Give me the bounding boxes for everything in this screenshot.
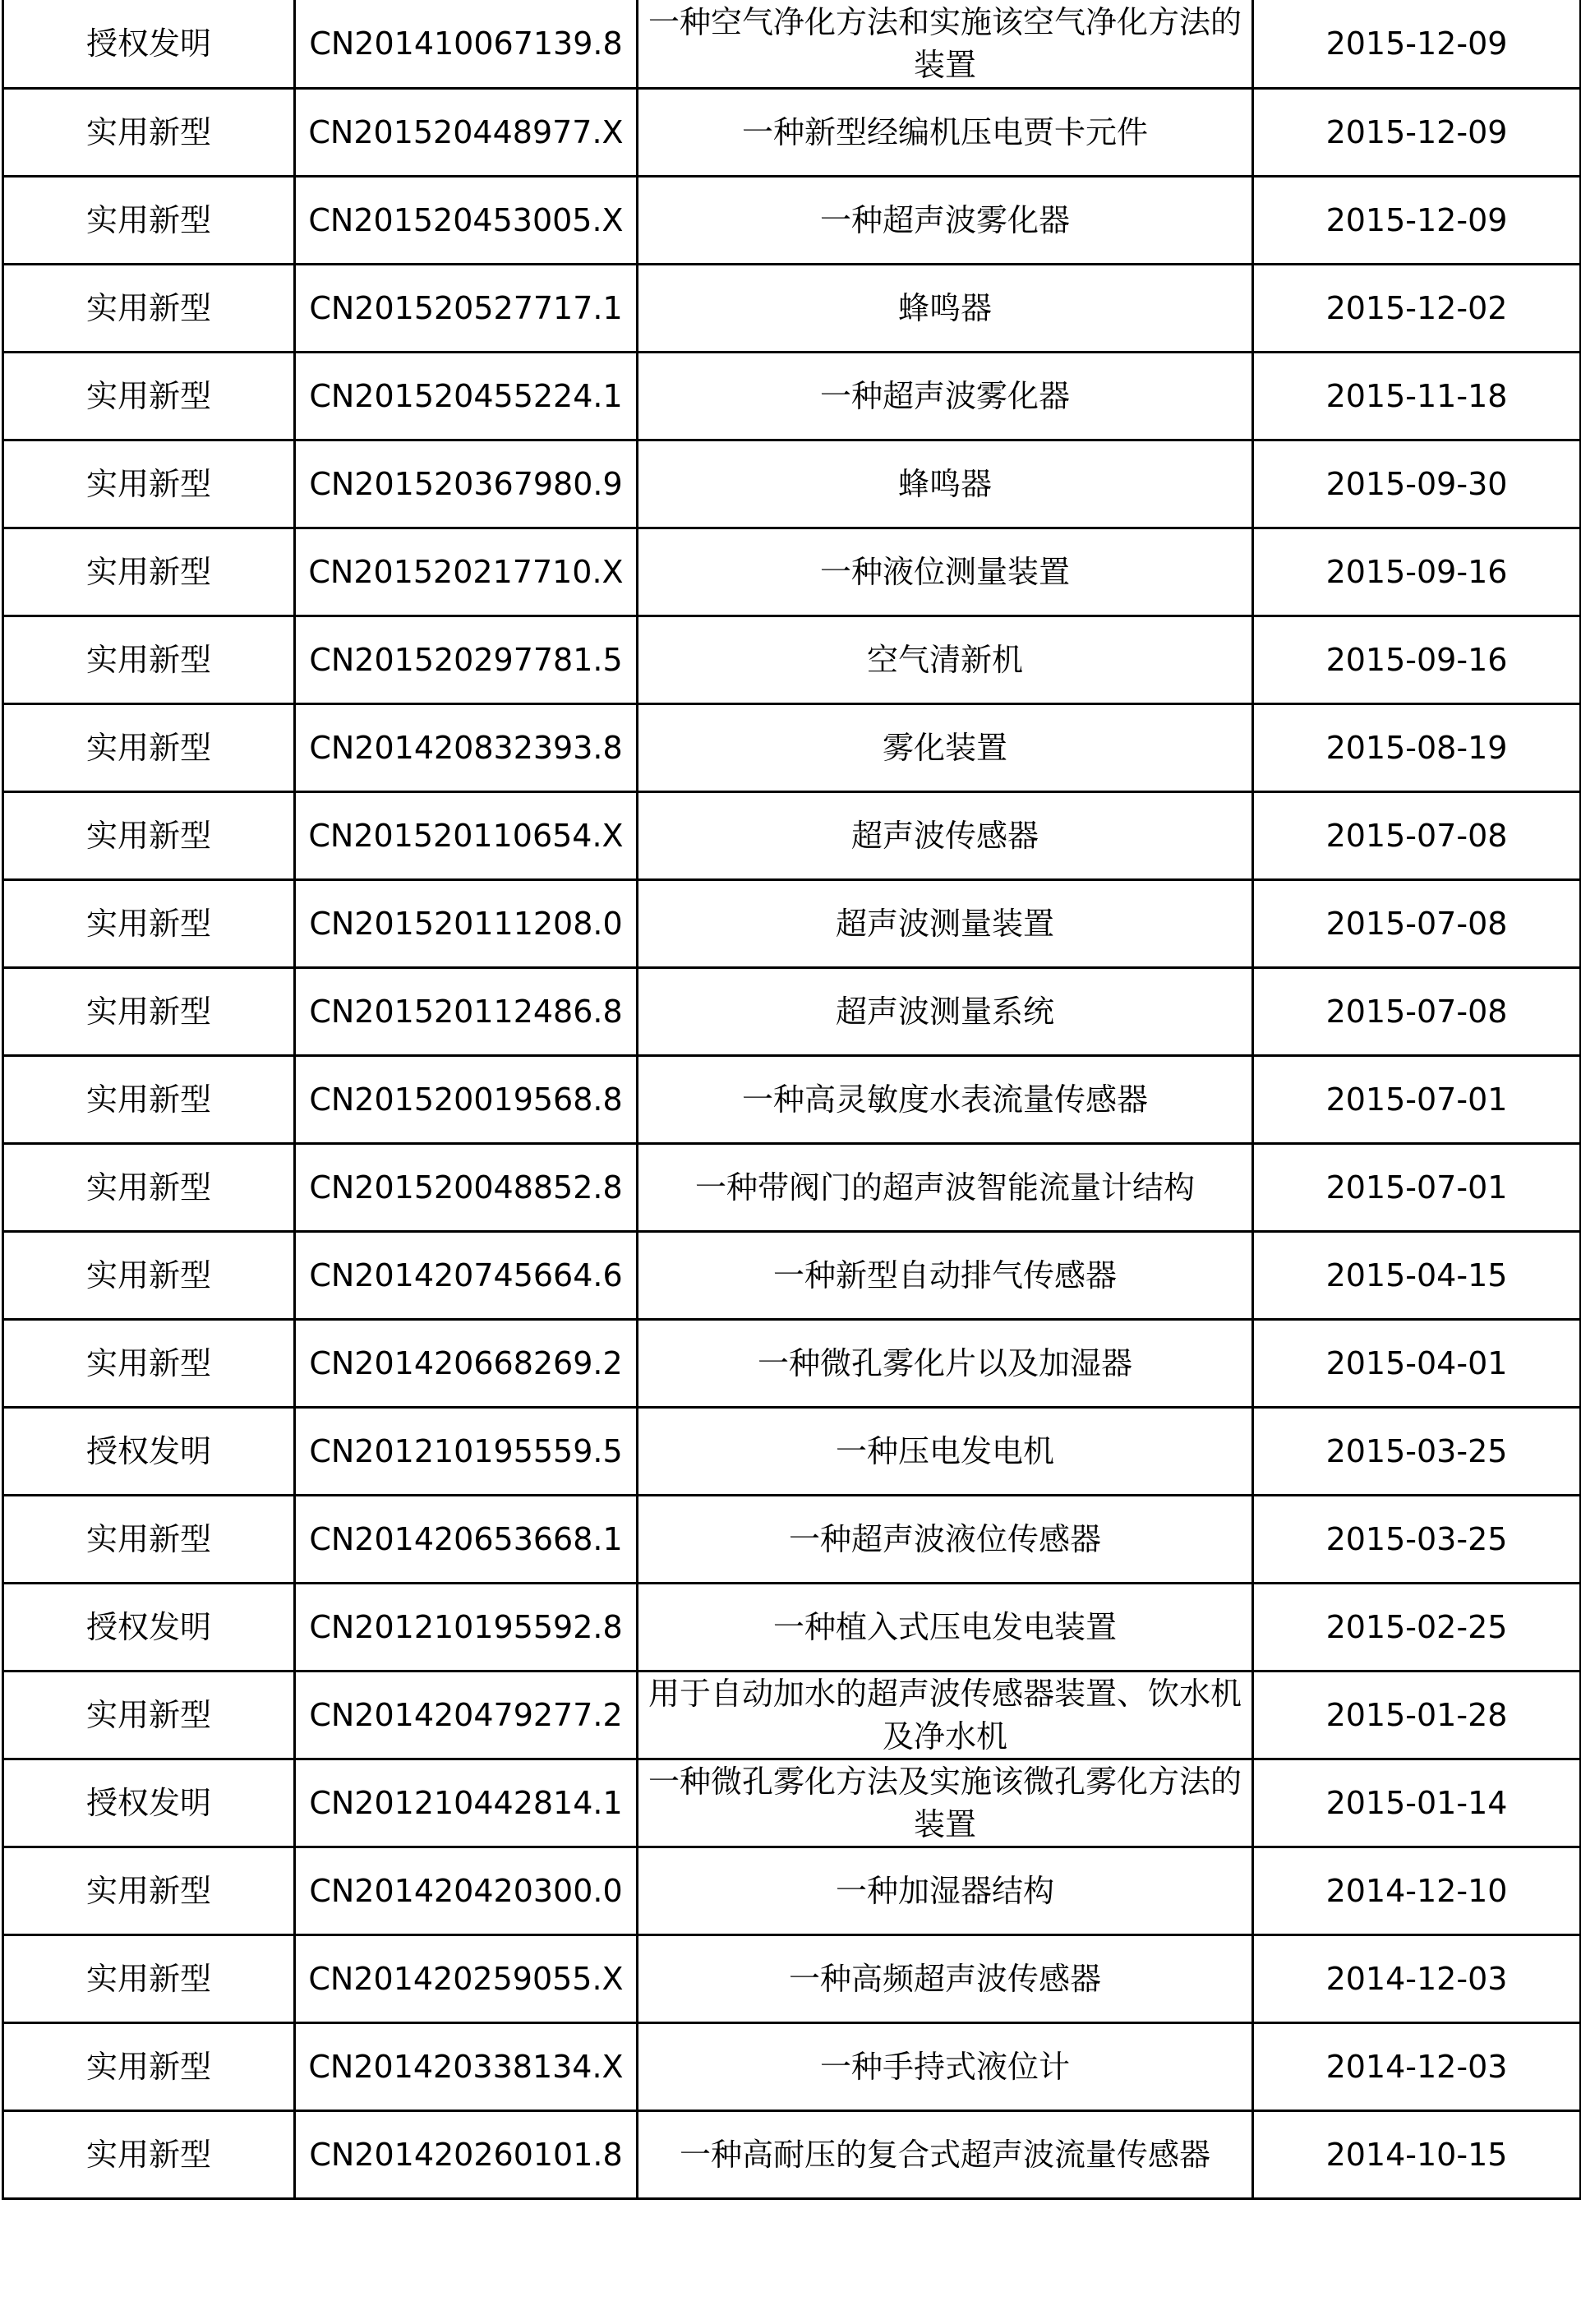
- patent-table-body: [3, 0, 1581, 2198]
- patent-number-cell: CN201420668269.2: [295, 1319, 638, 1407]
- table-row: [3, 1407, 1581, 1495]
- patent-date-cell: 2015-07-01: [1253, 1143, 1581, 1231]
- table-row: [3, 1495, 1581, 1583]
- patent-title-cell: 超声波测量系统: [638, 967, 1253, 1055]
- patent-type-cell: 实用新型: [3, 1231, 295, 1319]
- patent-type-cell: 实用新型: [3, 176, 295, 264]
- patent-type-cell: 实用新型: [3, 879, 295, 967]
- patent-type-cell: 实用新型: [3, 616, 295, 703]
- table-row: [3, 1055, 1581, 1143]
- patent-title-cell: 一种植入式压电发电装置: [638, 1583, 1253, 1671]
- patent-date-cell: 2015-03-25: [1253, 1407, 1581, 1495]
- patent-title-cell: 一种带阀门的超声波智能流量计结构: [638, 1143, 1253, 1231]
- patent-title-cell: 一种超声波雾化器: [638, 352, 1253, 440]
- table-row: [3, 1231, 1581, 1319]
- patent-type-cell: 授权发明: [3, 1583, 295, 1671]
- patent-type-cell: 授权发明: [3, 0, 295, 88]
- patent-date-cell: 2015-03-25: [1253, 1495, 1581, 1583]
- patent-type-cell: 实用新型: [3, 1319, 295, 1407]
- table-row: [3, 616, 1581, 703]
- patent-title-cell: 一种新型经编机压电贾卡元件: [638, 88, 1253, 176]
- patent-number-cell: CN201520453005.X: [295, 176, 638, 264]
- patent-title-cell: 一种微孔雾化片以及加湿器: [638, 1319, 1253, 1407]
- patent-date-cell: 2015-04-01: [1253, 1319, 1581, 1407]
- patent-title-cell: 雾化装置: [638, 703, 1253, 791]
- patent-date-cell: 2014-10-15: [1253, 2110, 1581, 2198]
- patent-type-cell: 实用新型: [3, 1671, 295, 1759]
- patent-type-cell: 实用新型: [3, 1055, 295, 1143]
- patent-title-cell: 一种手持式液位计: [638, 2022, 1253, 2110]
- patent-title-cell: 一种高灵敏度水表流量传感器: [638, 1055, 1253, 1143]
- patent-title-cell: 一种压电发电机: [638, 1407, 1253, 1495]
- patent-date-cell: 2015-09-16: [1253, 616, 1581, 703]
- patent-date-cell: 2015-11-18: [1253, 352, 1581, 440]
- patent-date-cell: 2015-07-08: [1253, 791, 1581, 879]
- table-row: [3, 264, 1581, 352]
- patent-date-cell: 2015-09-16: [1253, 528, 1581, 616]
- table-row: [3, 440, 1581, 528]
- table-row: [3, 528, 1581, 616]
- patent-title-cell: 用于自动加水的超声波传感器装置、饮水机及净水机: [638, 1671, 1253, 1759]
- table-row: [3, 2022, 1581, 2110]
- patent-number-cell: CN201420260101.8: [295, 2110, 638, 2198]
- patent-date-cell: 2014-12-03: [1253, 2022, 1581, 2110]
- patent-type-cell: 授权发明: [3, 1407, 295, 1495]
- patent-date-cell: 2015-09-30: [1253, 440, 1581, 528]
- patent-date-cell: 2015-12-09: [1253, 176, 1581, 264]
- table-row: [3, 88, 1581, 176]
- patent-number-cell: CN201520048852.8: [295, 1143, 638, 1231]
- patent-date-cell: 2015-07-01: [1253, 1055, 1581, 1143]
- patent-date-cell: 2015-07-08: [1253, 879, 1581, 967]
- patent-number-cell: CN201520527717.1: [295, 264, 638, 352]
- patent-date-cell: 2015-02-25: [1253, 1583, 1581, 1671]
- table-row: [3, 1671, 1581, 1759]
- patent-title-cell: 一种微孔雾化方法及实施该微孔雾化方法的装置: [638, 1759, 1253, 1847]
- patent-date-cell: 2015-04-15: [1253, 1231, 1581, 1319]
- patent-title-cell: 空气清新机: [638, 616, 1253, 703]
- table-row: [3, 791, 1581, 879]
- table-row: [3, 1934, 1581, 2022]
- table-row: [3, 2110, 1581, 2198]
- table-row: [3, 703, 1581, 791]
- patent-type-cell: 实用新型: [3, 967, 295, 1055]
- patent-date-cell: 2015-01-14: [1253, 1759, 1581, 1847]
- patent-number-cell: CN201420745664.6: [295, 1231, 638, 1319]
- patent-date-cell: 2015-12-02: [1253, 264, 1581, 352]
- patent-type-cell: 实用新型: [3, 2022, 295, 2110]
- table-row: [3, 352, 1581, 440]
- patent-date-cell: 2014-12-10: [1253, 1847, 1581, 1934]
- patent-type-cell: 授权发明: [3, 1759, 295, 1847]
- patent-type-cell: 实用新型: [3, 703, 295, 791]
- patent-number-cell: CN201520448977.X: [295, 88, 638, 176]
- patent-number-cell: CN201420338134.X: [295, 2022, 638, 2110]
- patent-type-cell: 实用新型: [3, 1495, 295, 1583]
- patent-title-cell: 一种新型自动排气传感器: [638, 1231, 1253, 1319]
- patent-date-cell: 2015-01-28: [1253, 1671, 1581, 1759]
- patent-type-cell: 实用新型: [3, 1143, 295, 1231]
- patent-number-cell: CN201420832393.8: [295, 703, 638, 791]
- table-row: [3, 879, 1581, 967]
- patent-title-cell: 一种高频超声波传感器: [638, 1934, 1253, 2022]
- patent-title-cell: 蜂鸣器: [638, 440, 1253, 528]
- patent-date-cell: 2015-07-08: [1253, 967, 1581, 1055]
- table-row: [3, 1759, 1581, 1847]
- patent-title-cell: 一种液位测量装置: [638, 528, 1253, 616]
- patent-number-cell: CN201210442814.1: [295, 1759, 638, 1847]
- patent-number-cell: CN201520455224.1: [295, 352, 638, 440]
- patent-title-cell: 一种高耐压的复合式超声波流量传感器: [638, 2110, 1253, 2198]
- patent-title-cell: 一种超声波液位传感器: [638, 1495, 1253, 1583]
- table-row: [3, 1143, 1581, 1231]
- patent-title-cell: 一种超声波雾化器: [638, 176, 1253, 264]
- table-row: [3, 1583, 1581, 1671]
- patent-title-cell: 一种加湿器结构: [638, 1847, 1253, 1934]
- patent-number-cell: CN201520112486.8: [295, 967, 638, 1055]
- patent-type-cell: 实用新型: [3, 1934, 295, 2022]
- patent-title-cell: 蜂鸣器: [638, 264, 1253, 352]
- patent-type-cell: 实用新型: [3, 528, 295, 616]
- patent-number-cell: CN201210195559.5: [295, 1407, 638, 1495]
- patent-number-cell: CN201210195592.8: [295, 1583, 638, 1671]
- patent-number-cell: CN201520217710.X: [295, 528, 638, 616]
- patent-type-cell: 实用新型: [3, 440, 295, 528]
- patent-number-cell: CN201420479277.2: [295, 1671, 638, 1759]
- patent-type-cell: 实用新型: [3, 88, 295, 176]
- patent-date-cell: 2015-12-09: [1253, 88, 1581, 176]
- patent-date-cell: 2014-12-03: [1253, 1934, 1581, 2022]
- table-row: [3, 1319, 1581, 1407]
- patent-number-cell: CN201520019568.8: [295, 1055, 638, 1143]
- patent-title-cell: 超声波测量装置: [638, 879, 1253, 967]
- patent-type-cell: 实用新型: [3, 791, 295, 879]
- patent-number-cell: CN201520367980.9: [295, 440, 638, 528]
- patent-type-cell: 实用新型: [3, 1847, 295, 1934]
- patent-type-cell: 实用新型: [3, 2110, 295, 2198]
- patent-date-cell: 2015-12-09: [1253, 0, 1581, 88]
- patent-type-cell: 实用新型: [3, 352, 295, 440]
- patent-table: [2, 0, 1581, 2200]
- patent-number-cell: CN201520110654.X: [295, 791, 638, 879]
- patent-type-cell: 实用新型: [3, 264, 295, 352]
- patent-title-cell: 超声波传感器: [638, 791, 1253, 879]
- patent-date-cell: 2015-08-19: [1253, 703, 1581, 791]
- patent-number-cell: CN201420653668.1: [295, 1495, 638, 1583]
- patent-number-cell: CN201420420300.0: [295, 1847, 638, 1934]
- table-row: [3, 0, 1581, 88]
- patent-number-cell: CN201520297781.5: [295, 616, 638, 703]
- table-row: [3, 176, 1581, 264]
- table-row: [3, 967, 1581, 1055]
- patent-title-cell: 一种空气净化方法和实施该空气净化方法的装置: [638, 0, 1253, 88]
- patent-number-cell: CN201420259055.X: [295, 1934, 638, 2022]
- patent-number-cell: CN201520111208.0: [295, 879, 638, 967]
- table-row: [3, 1847, 1581, 1934]
- patent-number-cell: CN201410067139.8: [295, 0, 638, 88]
